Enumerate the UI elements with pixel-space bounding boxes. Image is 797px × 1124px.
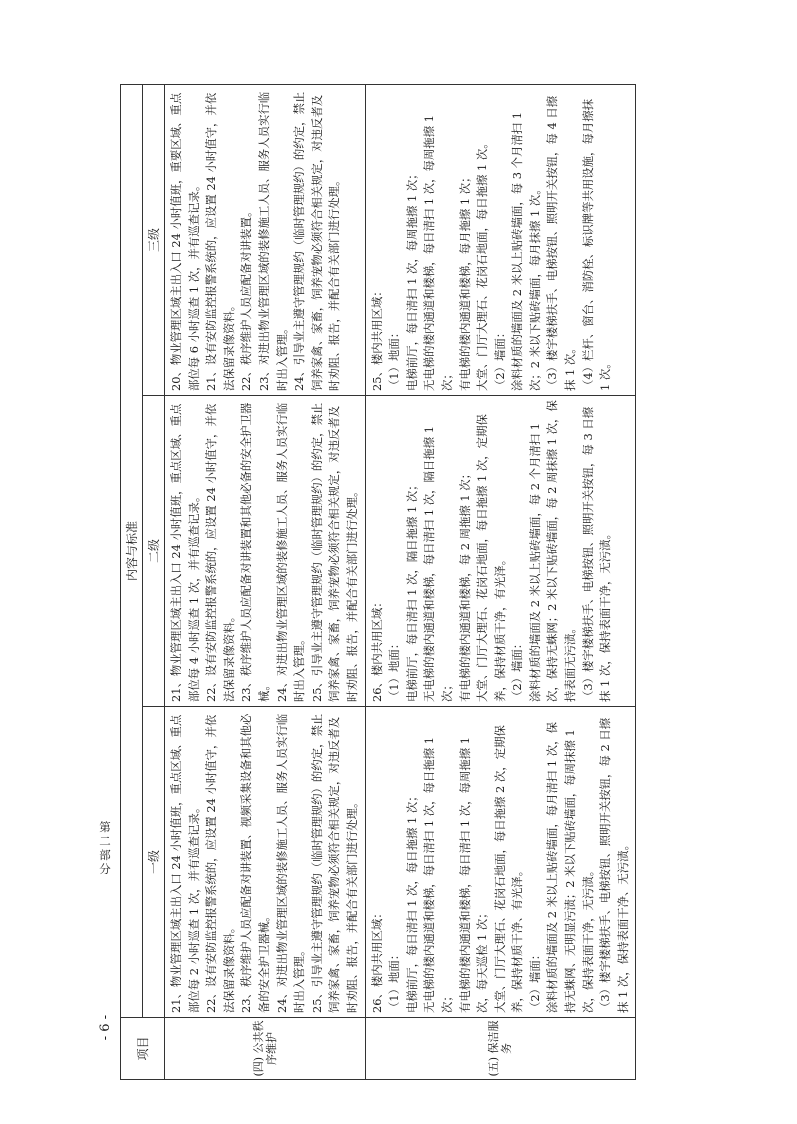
- header-level3: 三级: [143, 85, 165, 396]
- cell-paragraph: 大堂、门厅大理石、花岗石地面，每日拖擦 1 次，定期保养，保持材质干净，有光泽。: [475, 414, 507, 702]
- cell-paragraph: （4）栏杆、窗台、消防栓、标识牌等共用设施，每月擦抹 1 次。: [580, 98, 613, 391]
- page-number: - 6 -: [98, 1015, 113, 1041]
- header-level2: 二级: [143, 396, 165, 707]
- cell-paragraph: （1）地面：: [387, 637, 402, 702]
- cell-paragraph: 21、设有安防监控报警系统的，应设置 24 小时值守，并依法保留录像资料。: [204, 92, 236, 391]
- row-label-cleaning: [365, 1018, 636, 1080]
- cell-paragraph: 22、秩序维护人员应配备对讲装置。: [239, 205, 254, 391]
- cell-level2: [365, 396, 636, 707]
- cell-paragraph: 无电梯的楼内通道和楼梯，每日清扫 1 次，每日拖擦 1 次；: [422, 737, 454, 1013]
- cell-paragraph: 无电梯的楼内通道和楼梯，每日清扫 1 次，每周拖擦 1 次；: [422, 115, 454, 391]
- cell-paragraph: （3）楼宇楼梯扶手、电梯按钮、照明开关按钮，每 2 日擦抹 1 次，保持表面干净、无污渍。: [598, 717, 630, 1013]
- cell-paragraph: 21、物业管理区域主出入口 24 小时值班，重点区域、重点部位每 2 小时巡查 1 次，并有巡查记录。: [169, 714, 201, 1013]
- row-label-text: (四) 公共秩序维护: [251, 1020, 278, 1077]
- cell-paragraph: 20、物业管理区域主出入口 24 小时值班，重要区域、重点部位每 6 小时巡查 1 次，并有巡查记录。: [169, 92, 201, 391]
- cell-level1: [365, 707, 636, 1018]
- table-row: [365, 85, 636, 1080]
- cell-paragraph: 有电梯的楼内通道和楼梯，每月拖擦 1 次；: [457, 171, 472, 391]
- cell-paragraph: 有电梯的楼内通道和楼梯，每 2 周拖擦 1 次；: [457, 467, 472, 702]
- side-char: 分: [99, 862, 111, 876]
- cell-paragraph: 涂料材质的墙面及 2 米以上贴砖墙面，每 3 个月清扫 1 次；2 米以下贴砖墙面，每月抹擦 1 次。: [510, 111, 542, 391]
- cell-paragraph: 26、楼内共用区域：: [369, 596, 384, 702]
- cell-paragraph: （3）楼宇楼梯扶手、电梯按钮、照明开关按钮，每 4 日擦抹 1 次。: [545, 95, 578, 391]
- cell-level1: [165, 707, 366, 1018]
- cell-paragraph: 22、设有安防监控报警系统的，应设置 24 小时值守，并依法保留录像资料。: [204, 403, 236, 702]
- cell-paragraph: 26、楼内共用区域：: [369, 907, 384, 1013]
- cell-paragraph: （2）墙面：: [510, 637, 525, 702]
- cell-paragraph: 涂料材质的墙面及 2 米以上贴砖墙面，每 2 个月清扫 1 次，保持无蛛网；2 米以下贴砖墙面，每 2 周抹擦 1 次，保持表面无污渍。: [527, 400, 578, 702]
- header-content-standard: 内容与标准: [121, 85, 143, 1018]
- cell-paragraph: 23、对进出物业管理区域的装修施工人员、服务人员实行临时出入管理。: [256, 91, 289, 391]
- row-label-public-order: [165, 1018, 366, 1080]
- cell-paragraph: 大堂、门厅大理石、花岗石地面，每日拖擦 1 次。: [475, 137, 490, 391]
- cell-paragraph: （2）墙面：: [527, 948, 542, 1013]
- cell-paragraph: （3）楼宇楼梯扶手、电梯按钮、照明开关按钮，每 3 日擦抹 1 次，保持表面干净，无污渍。: [580, 406, 613, 702]
- cell-paragraph: 25、引导业主遵守管理规约（临时管理规约）的约定，禁止饲养家禽、家畜，饲养宠物必须符合相关规定，对违反者及时劝阻、报告，并配合有关部门进行处理。: [309, 713, 359, 1013]
- cell-paragraph: 24、对进出物业管理区域的装修施工人员、服务人员实行临时出入管理。: [274, 713, 307, 1013]
- cell-level3: [365, 85, 636, 396]
- cell-level3: [165, 85, 366, 396]
- header-level1: 一级: [143, 707, 165, 1018]
- cell-paragraph: 23、秩序维护人员应配备对讲装置和其他必备的安全护卫器械。: [239, 402, 271, 702]
- cell-paragraph: （2）墙面：: [492, 326, 507, 391]
- side-char: 部: [99, 848, 111, 862]
- cell-paragraph: 电梯前厅，每日清扫 1 次，每日拖擦 1 次；: [404, 790, 419, 1013]
- cell-paragraph: 23、秩序维护人员应配备对讲装置、视频采集设备和其他必备的安全护卫器械。: [239, 713, 271, 1013]
- side-char: 第: [99, 820, 111, 834]
- rotated-table-wrapper: [120, 85, 715, 1080]
- cell-paragraph: 24、对进出物业管理区域的装修施工人员、服务人员实行临时出入管理。: [274, 402, 307, 702]
- cell-paragraph: 大堂、门厅大理石、花岗石地面，每日拖擦 2 次，定期保养，保持材质干净、有光泽。: [492, 725, 525, 1013]
- table-row: [165, 85, 366, 1080]
- cell-paragraph: 24、引导业主遵守管理规约（临时管理规约）的约定，禁止饲养家禽、家畜，饲养宠物必须符合相关规定，对违反者及时劝阻、报告，并配合有关部门进行处理。: [292, 91, 342, 391]
- cell-paragraph: 有电梯的楼内通道和楼梯，每日清扫 1 次，每周拖擦 1 次，每天巡检 1 次；: [457, 737, 490, 1013]
- cell-paragraph: 25、引导业主遵守管理规约（临时管理规约）的约定，禁止饲养家禽、家畜，饲养宠物必须符合相关规定，对违反者及时劝阻、报告，并配合有关部门进行处理。: [309, 402, 359, 702]
- cell-level2: [165, 396, 366, 707]
- row-label-text: (五) 保洁服务: [487, 1020, 514, 1077]
- cell-paragraph: 涂料材质的墙面及 2 米以上贴砖墙面，每月清扫 1 次，保持无蛛网、无明显污渍；2 米以下贴砖墙面，每周抹擦 1 次，保持表面干净，无污渍。: [545, 722, 595, 1013]
- cell-paragraph: （1）地面：: [387, 948, 402, 1013]
- header-project: 项目: [121, 1018, 165, 1080]
- cell-paragraph: 电梯前厅，每日清扫 1 次，隔日拖擦 1 次；: [404, 479, 419, 702]
- cell-paragraph: 21、物业管理区域主出入口 24 小时值班，重点区域、重点部位每 4 小时巡查 1 次，并有巡查记录。: [169, 403, 201, 702]
- cell-paragraph: 22、设有安防监控报警系统的，应设置 24 小时值守，并依法保留录像资料。: [204, 714, 236, 1013]
- cell-paragraph: 电梯前厅，每日清扫 1 次，每周拖擦 1 次；: [404, 168, 419, 391]
- side-char: 二: [99, 834, 111, 848]
- section-side-label: [97, 820, 113, 1000]
- cell-paragraph: 25、楼内共用区域：: [369, 285, 384, 391]
- standards-table: [120, 84, 636, 1080]
- cell-paragraph: （1）地面：: [387, 326, 402, 391]
- cell-paragraph: 无电梯的楼内通道和楼梯，每日清扫 1 次，隔日拖擦 1 次；: [422, 426, 454, 702]
